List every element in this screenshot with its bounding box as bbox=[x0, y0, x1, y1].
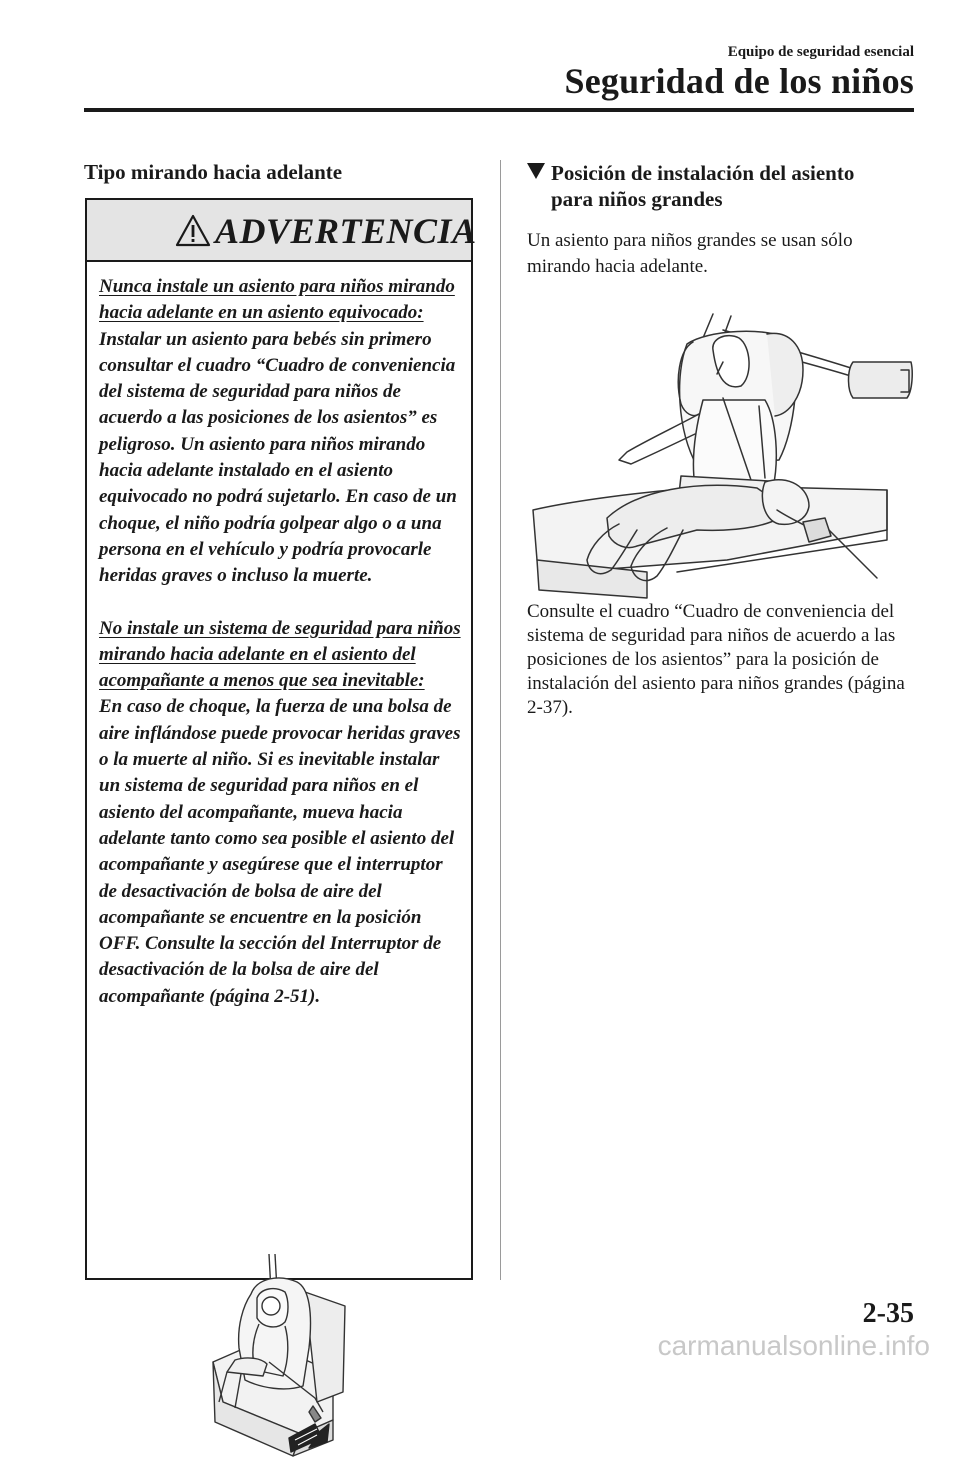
column-divider bbox=[500, 160, 501, 1280]
booster-seat-heading bbox=[527, 160, 927, 212]
warning-title: ADVERTENCIA bbox=[215, 211, 477, 251]
booster-intro-paragraph: Un asiento para niños grandes se usan sólo mirando hacia adelante. bbox=[527, 230, 853, 277]
warning-heading-wrong-seat: Nunca instale un asiento para niños mirando hacia adelante en un asiento equivocado: bbox=[99, 276, 455, 324]
section-triangle-icon bbox=[527, 163, 545, 179]
warning-header bbox=[87, 200, 477, 262]
page-title: Seguridad de los niños bbox=[564, 61, 914, 101]
warning-triangle-icon bbox=[175, 214, 211, 248]
warning-text-passenger-seat: En caso de choque, la fuerza de una bolsa de aire inflándose puede provocar heridas graves o la muerte al niño. Si es inevitable instalar un sistema de seguridad para niños en el asiento del acompañante, mueva hacia adelante tanto como sea posible el asiento del acompañante y asegúrese que el interruptor de desactivación de bolsa de aire del acompañante se encuentre en la posición OFF. Consulte la sección del Interruptor de desactivación de la bolsa de aire del acompañante (página 2-51). bbox=[99, 696, 461, 1007]
warning-body bbox=[87, 262, 471, 1010]
booster-seat-illustration bbox=[527, 310, 915, 600]
forward-facing-heading: Tipo mirando hacia adelante bbox=[84, 160, 343, 184]
warning-heading-passenger-seat: No instale un sistema de seguridad para niños mirando hacia adelante en el asiento del acompañante a menos que sea inevitable: bbox=[99, 617, 461, 692]
warning-text-wrong-seat: Instalar un asiento para bebés sin primero consultar el cuadro “Cuadro de conveniencia del sistema de seguridad para niños de acuerdo a las posiciones de los asientos” es peligroso. Un asiento para niños mirando hacia adelante instalado en el asiento equivocado no podrá sujetarlo. En caso de un choque, el niño podría golpear algo o a una persona en el vehículo y podría provocarle heridas graves o incluso la muerte. bbox=[99, 328, 457, 587]
header-rule bbox=[84, 108, 914, 112]
booster-reference-paragraph: Consulte el cuadro “Cuadro de conveniencia del sistema de seguridad para niños de acuerdo a las posiciones de los asientos” para la posición de instalación del asiento para niños grandes (página 2-37). bbox=[527, 601, 905, 718]
forward-facing-seat-illustration bbox=[205, 1252, 355, 1457]
warning-box bbox=[85, 198, 477, 1280]
page-number: 2-35 bbox=[862, 1298, 914, 1329]
section-label: Equipo de seguridad esencial bbox=[727, 44, 914, 60]
watermark: carmanualsonline.info bbox=[657, 1330, 930, 1361]
booster-heading-line2: para niños grandes bbox=[551, 187, 723, 211]
booster-heading-line1: Posición de instalación del asiento bbox=[551, 161, 855, 185]
